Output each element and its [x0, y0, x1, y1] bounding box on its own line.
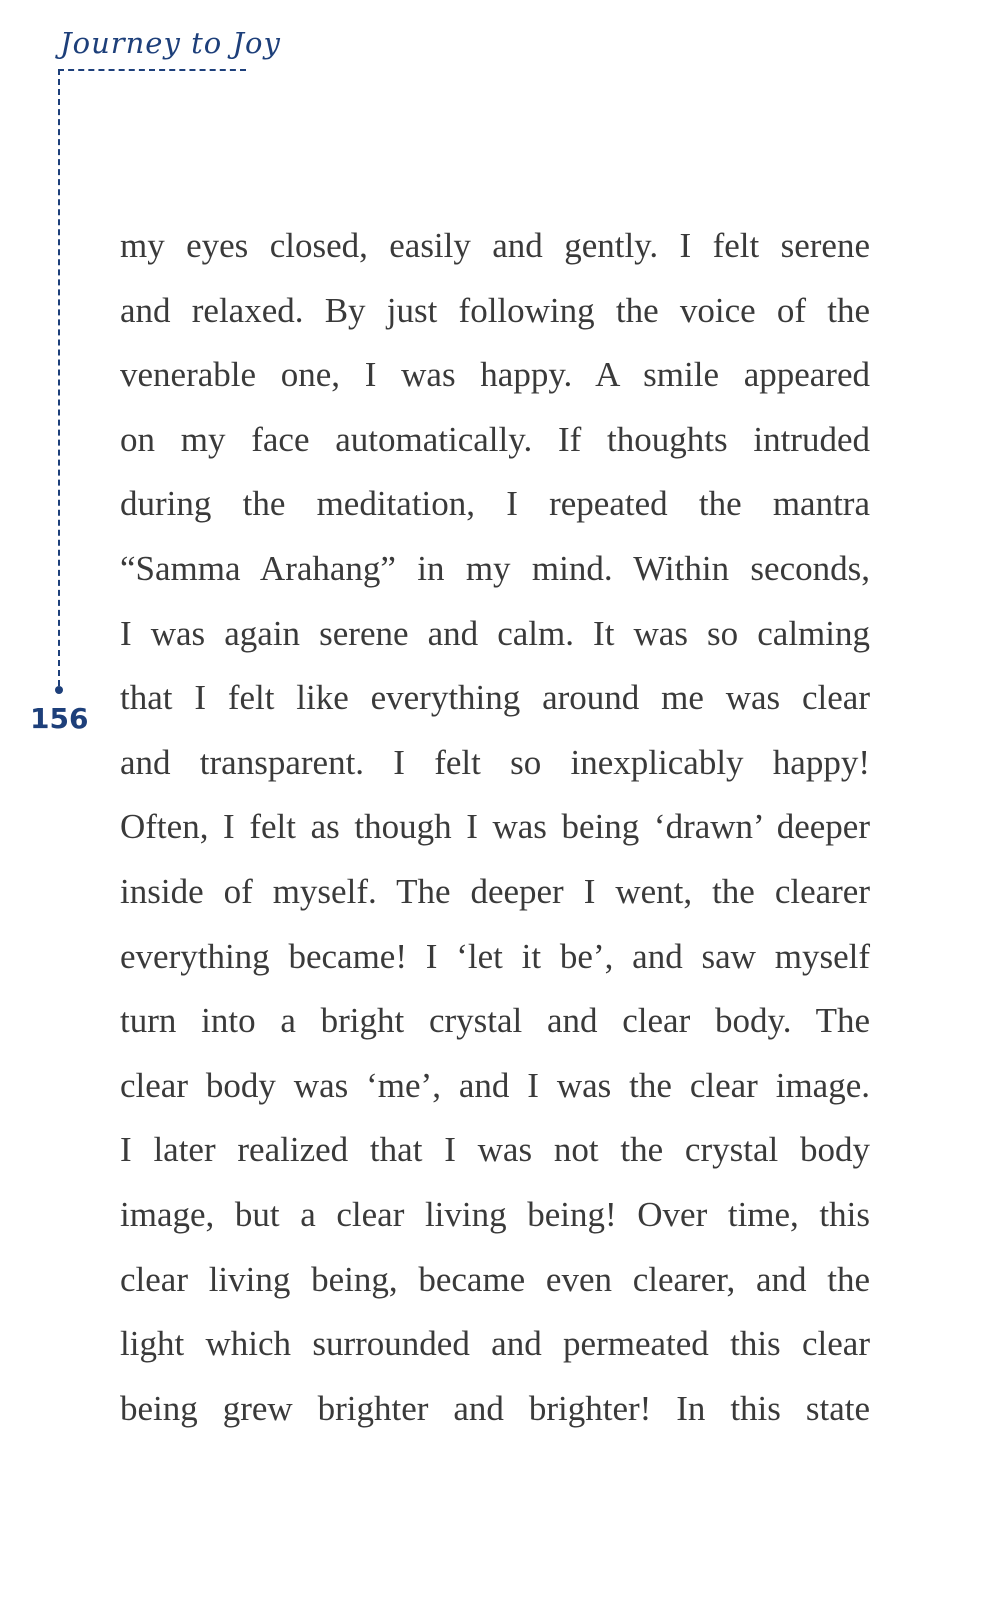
text-line: on my face automatically. If thoughts intruded [120, 419, 870, 459]
text-line: “Samma Arahang” in my mind. Within seconds, [120, 548, 870, 588]
text-line: and transparent. I felt so inexplicably happy! [120, 742, 870, 782]
text-line: clear body was ‘me’, and I was the clear image. [120, 1065, 870, 1105]
page-number: 156 [30, 702, 89, 735]
text-line: Often, I felt as though I was being ‘drawn’ deeper [120, 807, 870, 847]
running-header-title: Journey to Joy [60, 26, 281, 60]
text-line: venerable one, I was happy. A smile appeared [120, 355, 870, 395]
text-line: everything became! I ‘let it be’, and saw myself [120, 936, 870, 976]
text-line: I later realized that I was not the crystal body [120, 1130, 870, 1170]
text-line: light which surrounded and permeated this clear [120, 1324, 870, 1364]
text-line: inside of myself. The deeper I went, the clearer [120, 871, 870, 911]
header-dashed-rule [58, 69, 246, 71]
margin-dashed-rule [58, 69, 60, 686]
margin-rule-dot [55, 686, 63, 694]
text-line: and relaxed. By just following the voice of the [120, 290, 870, 330]
text-line: my eyes closed, easily and gently. I felt serene [120, 226, 870, 265]
text-line: turn into a bright crystal and clear body. The [120, 1001, 870, 1041]
text-line: I was again serene and calm. It was so calming [120, 613, 870, 653]
text-line: being grew brighter and brighter! In this state [120, 1388, 870, 1428]
text-line: image, but a clear living being! Over time, this [120, 1194, 870, 1234]
text-line: that I felt like everything around me was clear [120, 678, 870, 718]
text-line: clear living being, became even clearer, and the [120, 1259, 870, 1299]
text-line: during the meditation, I repeated the mantra [120, 484, 870, 524]
body-text [120, 214, 870, 1441]
